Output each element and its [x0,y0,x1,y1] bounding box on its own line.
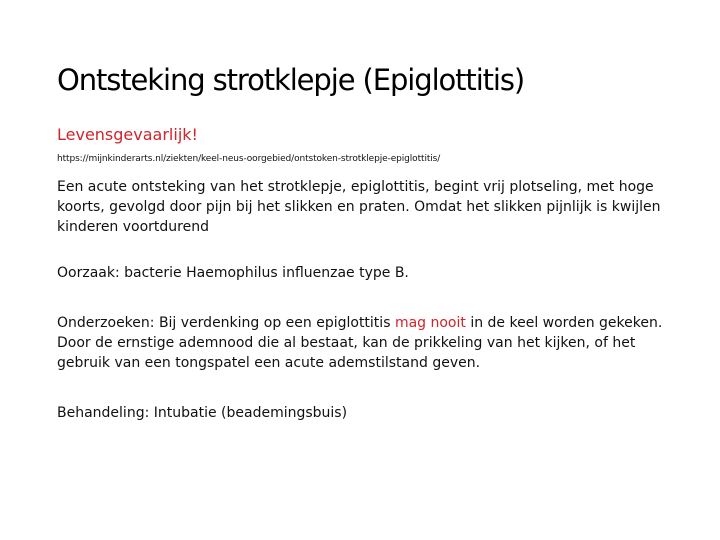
examination-paragraph [57,313,677,373]
examination-warning-highlight: mag nooit [394,315,466,331]
examination-text-after: in de keel worden gekeken. Door de ernstige ademnood die al bestaat, kan de prikkeling van het kijken, of het gebruik van een tongspatel een acute ademstilstand geven. [57,315,663,371]
slide-content [57,124,677,423]
examination-text-before: Onderzoeken: Bij verdenking op een epiglottitis [57,315,395,331]
slide-title: Ontsteking strotklepje (Epiglottitis) [57,63,525,97]
warning-text: Levensgevaarlijk! [57,125,198,144]
treatment-paragraph: Behandeling: Intubatie (beademingsbuis) [57,405,348,421]
intro-paragraph: Een acute ontsteking van het strotklepje, epiglottitis, begint vrij plotseling, met hoge koorts, gevolgd door pijn bij het slikken en praten. Omdat het slikken pijnlijk is kwijlen kinderen voortdurend [57,179,661,235]
source-url: https://mijnkinderarts.nl/ziekten/keel-neus-oorgebied/ontstoken-strotklepje-epiglottitis/ [57,154,441,164]
cause-paragraph: Oorzaak: bacterie Haemophilus influenzae type B. [57,265,409,281]
